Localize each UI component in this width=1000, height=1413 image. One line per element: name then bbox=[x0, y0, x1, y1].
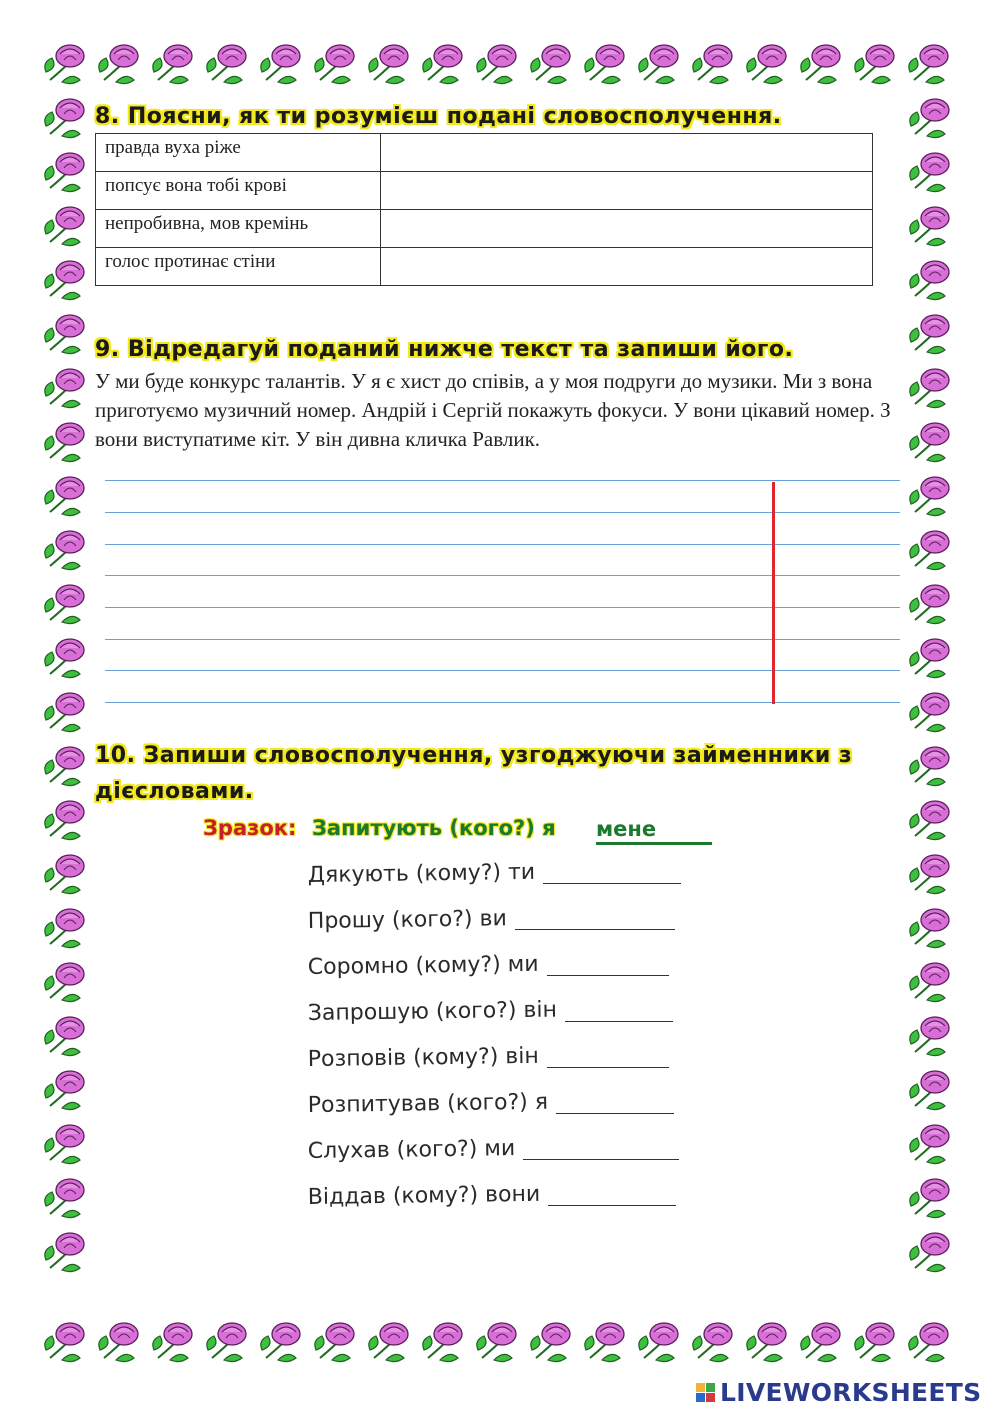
brand-name: LIVEWORKSHEETS bbox=[720, 1378, 982, 1407]
rose-icon bbox=[45, 1125, 84, 1164]
rose-icon bbox=[585, 1323, 624, 1362]
exercise-prompt: Прошу (кого?) ви bbox=[307, 906, 507, 934]
rose-icon bbox=[45, 909, 84, 948]
rose-icon bbox=[910, 369, 949, 408]
rose-icon bbox=[45, 1017, 84, 1056]
phrase-cell: попсує вона тобі крові bbox=[96, 172, 381, 210]
rose-icon bbox=[910, 639, 949, 678]
sample-text: Запитують (кого?) я bbox=[312, 816, 556, 840]
answer-blank[interactable] bbox=[548, 1204, 676, 1206]
rose-icon bbox=[45, 153, 84, 192]
answer-cell[interactable] bbox=[381, 210, 873, 248]
margin-line bbox=[772, 482, 775, 704]
writing-area[interactable] bbox=[105, 478, 900, 708]
rose-icon bbox=[747, 1323, 786, 1362]
rose-icon bbox=[45, 369, 84, 408]
rose-icon bbox=[909, 45, 948, 84]
rose-icon bbox=[99, 1323, 138, 1362]
answer-cell[interactable] bbox=[381, 134, 873, 172]
rose-icon bbox=[910, 585, 949, 624]
exercise-prompt: Слухав (кого?) ми bbox=[307, 1136, 516, 1164]
rose-icon bbox=[153, 45, 192, 84]
exercise-prompt: Розпитував (кого?) я bbox=[307, 1089, 549, 1118]
rose-icon bbox=[910, 747, 949, 786]
answer-cell[interactable] bbox=[381, 172, 873, 210]
answer-blank[interactable] bbox=[547, 1066, 669, 1068]
ruled-line bbox=[105, 670, 900, 671]
exercise-row bbox=[308, 854, 681, 888]
edit-text-paragraph: У ми буде конкурс талантів. У я є хист до співів, а у моя подруги до музики. Ми з вона приготуємо музичний номер. Андрій і Сергій покажуть фокуси. У вони цікавий номер. З вони виступатиме кіт. У він дивна кличка Равлик. bbox=[95, 369, 891, 451]
rose-icon bbox=[45, 1233, 84, 1272]
rose-icon bbox=[910, 1233, 949, 1272]
rose-icon bbox=[747, 45, 786, 84]
rose-icon bbox=[910, 153, 949, 192]
rose-icon bbox=[910, 207, 949, 246]
rose-icon bbox=[801, 45, 840, 84]
ruled-line bbox=[105, 512, 900, 513]
ruled-line bbox=[105, 544, 900, 545]
rose-icon bbox=[45, 531, 84, 570]
rose-icon bbox=[315, 1323, 354, 1362]
answer-blank[interactable] bbox=[547, 974, 669, 976]
rose-icon bbox=[207, 1323, 246, 1362]
rose-icon bbox=[910, 261, 949, 300]
rose-icon bbox=[910, 909, 949, 948]
rose-icon bbox=[423, 45, 462, 84]
exercise-row bbox=[308, 1084, 674, 1118]
rose-icon bbox=[910, 693, 949, 732]
exercise-prompt: Віддав (кому?) вони bbox=[307, 1181, 541, 1210]
exercise-row bbox=[308, 1130, 679, 1164]
table-row bbox=[96, 172, 873, 210]
phrase-table bbox=[95, 133, 873, 286]
rose-icon bbox=[99, 45, 138, 84]
exercise-row bbox=[308, 1176, 676, 1210]
rose-icon bbox=[45, 639, 84, 678]
rose-icon bbox=[45, 423, 84, 462]
rose-icon bbox=[910, 477, 949, 516]
rose-icon bbox=[477, 1323, 516, 1362]
table-row bbox=[96, 248, 873, 286]
rose-icon bbox=[910, 99, 949, 138]
ruled-line bbox=[105, 702, 900, 703]
rose-icon bbox=[153, 1323, 192, 1362]
rose-icon bbox=[909, 1323, 948, 1362]
rose-icon bbox=[369, 1323, 408, 1362]
rose-icon bbox=[45, 855, 84, 894]
exercise-prompt: Дякують (кому?) ти bbox=[307, 859, 536, 888]
rose-icon bbox=[45, 963, 84, 1002]
exercise-row bbox=[308, 1038, 669, 1072]
liveworksheets-logo bbox=[696, 1378, 981, 1407]
rose-icon bbox=[639, 45, 678, 84]
rose-icon bbox=[910, 801, 949, 840]
table-row bbox=[96, 210, 873, 248]
rose-icon bbox=[910, 1125, 949, 1164]
rose-icon bbox=[423, 1323, 462, 1362]
rose-icon bbox=[693, 1323, 732, 1362]
rose-icon bbox=[855, 45, 894, 84]
phrase-cell: правда вуха ріже bbox=[96, 134, 381, 172]
ruled-line bbox=[105, 607, 900, 608]
rose-icon bbox=[45, 207, 84, 246]
phrase-cell: голос протинає стіни bbox=[96, 248, 381, 286]
task10-heading-line1: 10. Запиши словосполучення, узгоджуючи займенники з bbox=[95, 743, 853, 768]
table-row bbox=[96, 134, 873, 172]
ruled-line bbox=[105, 480, 900, 481]
rose-icon bbox=[45, 1179, 84, 1218]
rose-icon bbox=[910, 1179, 949, 1218]
rose-icon bbox=[531, 45, 570, 84]
rose-icon bbox=[45, 1071, 84, 1110]
rose-icon bbox=[45, 693, 84, 732]
rose-icon bbox=[693, 45, 732, 84]
rose-icon bbox=[910, 531, 949, 570]
exercise-row bbox=[308, 992, 673, 1026]
exercise-row bbox=[308, 946, 669, 980]
answer-blank[interactable] bbox=[523, 1158, 679, 1160]
exercise-prompt: Соромно (кому?) ми bbox=[307, 951, 539, 980]
answer-blank[interactable] bbox=[565, 1020, 673, 1022]
rose-icon bbox=[585, 45, 624, 84]
rose-icon bbox=[910, 855, 949, 894]
rose-icon bbox=[45, 99, 84, 138]
rose-icon bbox=[315, 45, 354, 84]
rose-icon bbox=[801, 1323, 840, 1362]
exercise-prompt: Розповів (кому?) він bbox=[307, 1043, 539, 1072]
task8-heading: 8. Поясни, як ти розумієш подані словосполучення. bbox=[95, 104, 782, 129]
rose-icon bbox=[369, 45, 408, 84]
answer-blank[interactable] bbox=[515, 928, 675, 930]
rose-icon bbox=[910, 315, 949, 354]
rose-icon bbox=[477, 45, 516, 84]
rose-icon bbox=[910, 1071, 949, 1110]
exercise-row bbox=[308, 900, 675, 934]
rose-icon bbox=[261, 45, 300, 84]
rose-icon bbox=[207, 45, 246, 84]
rose-icon bbox=[531, 1323, 570, 1362]
rose-icon bbox=[639, 1323, 678, 1362]
rose-icon bbox=[45, 585, 84, 624]
rose-icon bbox=[45, 477, 84, 516]
exercise-prompt: Запрошую (кого?) він bbox=[307, 997, 558, 1026]
rose-icon bbox=[45, 315, 84, 354]
rose-icon bbox=[45, 45, 84, 84]
sample-label: Зразок: bbox=[203, 816, 297, 840]
answer-blank[interactable] bbox=[543, 882, 681, 884]
rose-icon bbox=[910, 423, 949, 462]
rose-icon bbox=[261, 1323, 300, 1362]
task9-heading: 9. Відредагуй поданий нижче текст та запиши його. bbox=[95, 337, 794, 362]
sample-answer: мене bbox=[596, 816, 712, 845]
ruled-line bbox=[105, 575, 900, 576]
answer-cell[interactable] bbox=[381, 248, 873, 286]
logo-squares-icon bbox=[696, 1383, 715, 1402]
phrase-cell: непробивна, мов кремінь bbox=[96, 210, 381, 248]
rose-icon bbox=[910, 1017, 949, 1056]
rose-icon bbox=[45, 747, 84, 786]
answer-blank[interactable] bbox=[556, 1112, 674, 1114]
rose-icon bbox=[45, 801, 84, 840]
rose-icon bbox=[910, 963, 949, 1002]
rose-icon bbox=[45, 1323, 84, 1362]
task10-heading-line2: дієсловами. bbox=[95, 779, 254, 804]
ruled-line bbox=[105, 639, 900, 640]
rose-icon bbox=[855, 1323, 894, 1362]
rose-icon bbox=[45, 261, 84, 300]
